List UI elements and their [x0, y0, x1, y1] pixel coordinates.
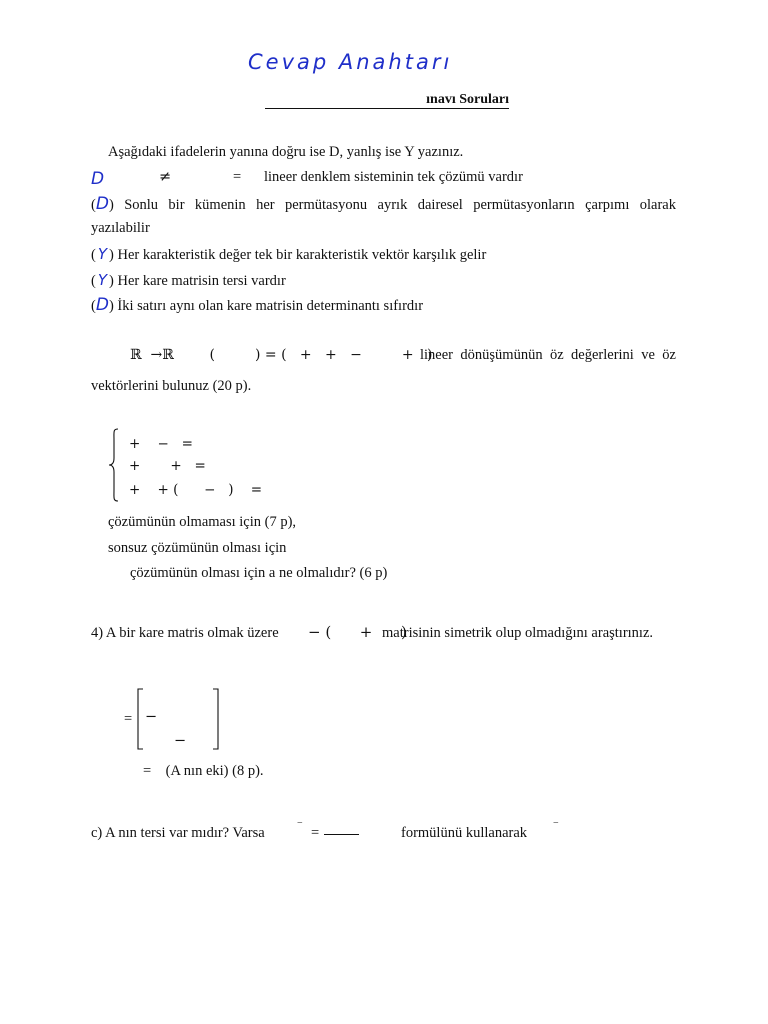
q6-text-b: formülünü kullanarak	[401, 825, 528, 841]
q6-equals: =	[311, 825, 320, 841]
answer-mark: D	[95, 194, 109, 214]
matrix-equals: =	[124, 711, 133, 727]
exam-title: ınavı Soruları	[265, 92, 509, 109]
q1-item-2-text: Sonlu bir kümenin her permütasyonu ayrık dairesel permütasyonların çarpımı olarak	[124, 197, 676, 213]
q3-line-2: sonsuz çözümünün olması için	[108, 540, 287, 556]
q1-item-4-text: Her kare matrisin tersi vardır	[117, 273, 286, 289]
q6-text: c) A nın tersi var mıdır? Varsa	[91, 825, 265, 841]
matrix-left-bracket	[136, 688, 144, 750]
q4-text-a: 4) A bir kare matris olmak üzere	[91, 625, 279, 641]
q1-item-3: ( Y ) Her karakteristik değer tek bir karakteristik vektör karşılık gelir	[91, 245, 487, 263]
q5-line: = (A nın eki) (8 p).	[143, 763, 264, 779]
answer-mark: D	[91, 169, 105, 189]
q1-item-3-text: Her karakteristik değer tek bir karakteristik vektör karşılık gelir	[117, 247, 487, 263]
q4-formula: − ( + )	[308, 623, 407, 641]
matrix-row-1: −	[145, 709, 158, 725]
answer-mark: D	[95, 295, 109, 315]
q6-superscript-2: −	[553, 818, 559, 829]
q1-item-5-text: İki satırı aynı olan kare matrisin determinantı sıfırdır	[117, 298, 424, 314]
equals-symbol: =	[233, 169, 242, 185]
q1-item-2-cont: yazılabilir	[91, 220, 150, 236]
q1-instruction: Aşağıdaki ifadelerin yanına doğru ise D, yanlış ise Y yazınız.	[108, 144, 464, 160]
matrix-row-2: −	[174, 733, 187, 749]
q3-line-1: çözümünün olmaması için (7 p),	[108, 514, 297, 530]
system-row-3: + + ( − ) =	[129, 482, 263, 498]
q1-item-2: (D) Sonlu bir kümenin her permütasyonu ayrık dairesel permütasyonların çarpımı olarak	[91, 194, 676, 214]
system-row-2: + + =	[129, 458, 206, 474]
q1-item-1	[91, 169, 691, 189]
q2-text: lineer dönüşümünün öz değerlerini ve öz	[420, 347, 676, 363]
system-brace	[108, 428, 122, 502]
neq-symbol: ≠	[159, 169, 172, 185]
q1-item-4: ( Y ) Her kare matrisin tersi vardır	[91, 271, 286, 289]
answer-mark: Y	[97, 245, 108, 263]
q4-text-b: matrisinin simetrik olup olmadığını araştırınız.	[382, 625, 654, 641]
matrix-right-bracket	[212, 688, 220, 750]
q3-line-3: çözümünün olması için a ne olmalıdır? (6 p)	[130, 565, 388, 581]
handwritten-title: Cevap Anahtarı	[248, 50, 453, 74]
q1-item-5: (D) İki satırı aynı olan kare matrisin determinantı sıfırdır	[91, 295, 424, 315]
q1-item-1-text: lineer denklem sisteminin tek çözümü vardır	[264, 169, 523, 185]
answer-mark: Y	[97, 271, 108, 289]
q2-formula: ℝ →ℝ ( ) = ( + + − + )	[130, 347, 433, 363]
q6-superscript-1: −	[297, 818, 303, 829]
system-row-1: + − =	[129, 436, 193, 452]
q2-text-cont: vektörlerini bulunuz (20 p).	[91, 378, 252, 394]
q6-fraction-bar	[324, 834, 359, 835]
